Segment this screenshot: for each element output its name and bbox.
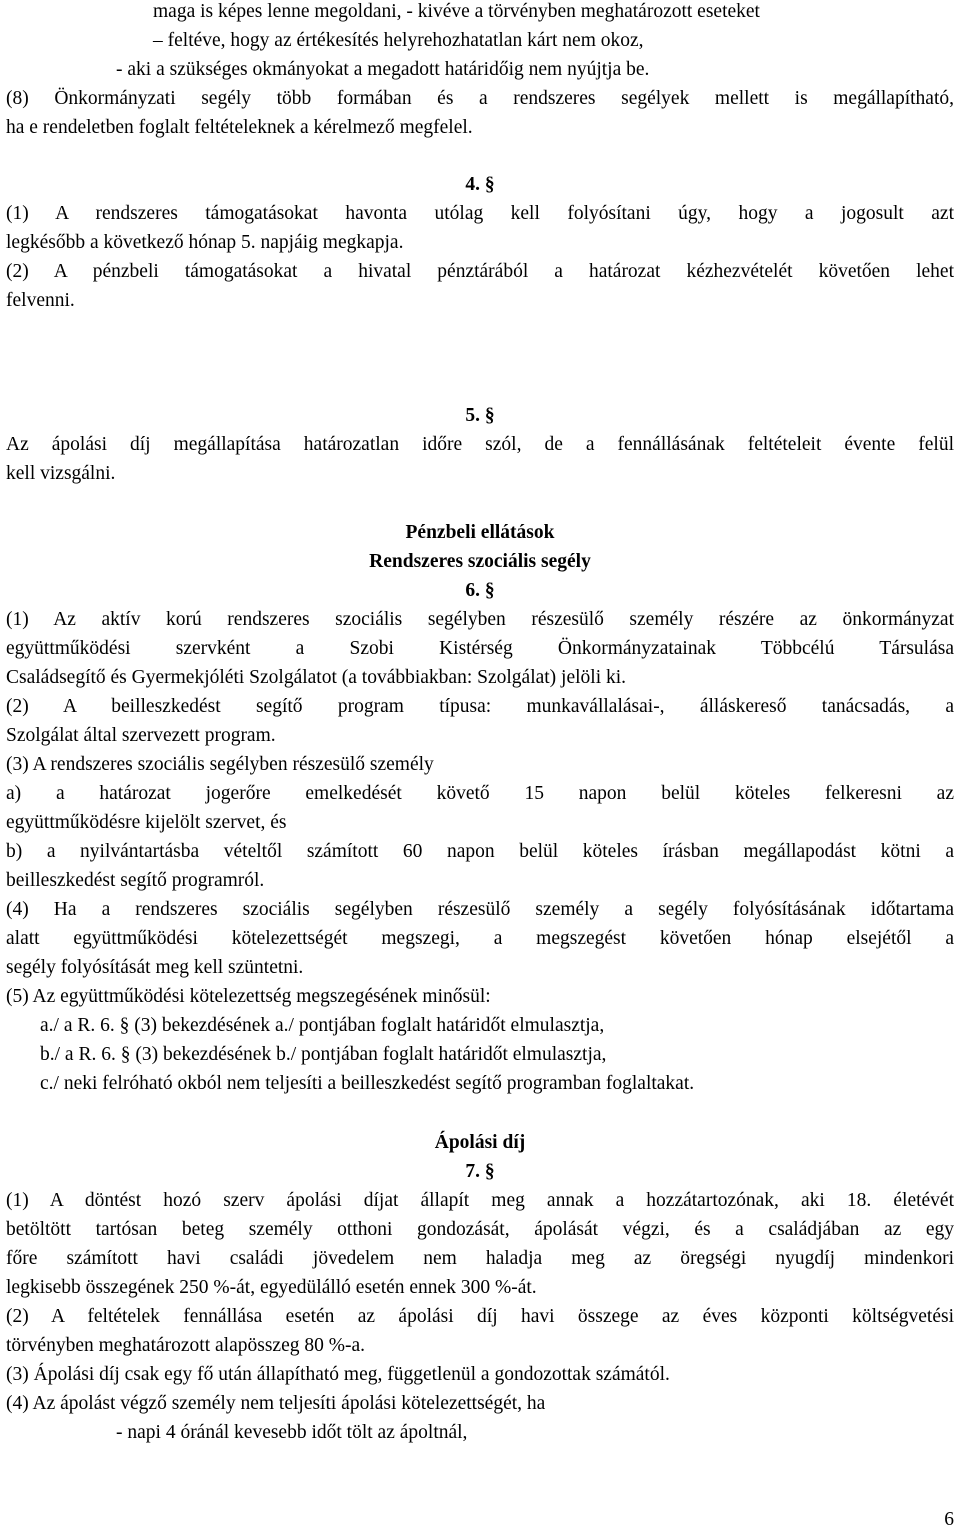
list-item: b./ a R. 6. § (3) bekezdésének b./ pontjában foglalt határidőt elmulasztja, xyxy=(40,1044,607,1065)
text-line: legkisebb összegének 250 %-át, egyedülálló esetén ennek 300 %-át. xyxy=(6,1277,537,1298)
text-line: (2) A pénzbeli támogatásokat a hivatal pénztárából a határozat kézhezvételét követően lehet xyxy=(6,261,954,282)
text-line: törvényben meghatározott alapösszeg 80 %-a. xyxy=(6,1335,365,1356)
text-line: betöltött tartósan beteg személy otthoni gondozását, ápolását végzi, és a családjában az egy xyxy=(6,1219,954,1240)
text-line: (2) A feltételek fennállása esetén az ápolási díj havi összege az éves központi költségvetési xyxy=(6,1306,954,1327)
chapter-heading: Ápolási díj xyxy=(434,1132,526,1153)
section-heading-6: 6. § xyxy=(465,580,495,601)
text-line: kell vizsgálni. xyxy=(6,463,116,484)
text-line: (3) A rendszeres szociális segélyben részesülő személy xyxy=(6,754,434,775)
list-item: c./ neki felróható okból nem teljesíti a beilleszkedést segítő programban foglaltakat. xyxy=(40,1073,695,1094)
text-line: – feltéve, hogy az értékesítés helyrehozhatatlan kárt nem okoz, xyxy=(153,30,644,51)
text-line: (4) Az ápolást végző személy nem teljesíti ápolási kötelezettségét, ha xyxy=(6,1393,546,1414)
text-line: beilleszkedést segítő programról. xyxy=(6,870,265,891)
text-line: együttműködési szervként a Szobi Kistérség Önkormányzatainak Többcélú Társulása xyxy=(6,638,954,659)
list-item: a./ a R. 6. § (3) bekezdésének a./ pontjában foglalt határidőt elmulasztja, xyxy=(40,1015,605,1036)
text-line: - aki a szükséges okmányokat a megadott határidőig nem nyújtja be. xyxy=(116,59,650,80)
text-line: (5) Az együttműködési kötelezettség megszegésének minősül: xyxy=(6,986,491,1007)
text-line: Az ápolási díj megállapítása határozatlan időre szól, de a fennállásának feltételeit évente felül xyxy=(6,434,954,455)
text-line: (8) Önkormányzati segély több formában és a rendszeres segélyek mellett is megállapítható, xyxy=(6,88,954,109)
text-line: Családsegítő és Gyermekjóléti Szolgálatot (a továbbiakban: Szolgálat) jelöli ki. xyxy=(6,667,627,688)
page-number: 6 xyxy=(944,1509,954,1530)
section-heading-5: 5. § xyxy=(465,405,495,426)
list-item: - napi 4 óránál kevesebb időt tölt az ápoltnál, xyxy=(116,1422,468,1443)
text-line: segély folyósítását meg kell szüntetni. xyxy=(6,957,304,978)
text-line: (4) Ha a rendszeres szociális segélyben részesülő személy a segély folyósításának időtartama xyxy=(6,899,954,920)
text-line: (1) A döntést hozó szerv ápolási díjat állapít meg annak a hozzátartozónak, aki 18. életévét xyxy=(6,1190,954,1211)
text-line: (3) Ápolási díj csak egy fő után állapítható meg, függetlenül a gondozottak számától. xyxy=(6,1364,670,1385)
text-line: (2) A beilleszkedést segítő program típusa: munkavállalásai-, álláskereső tanácsadás, a xyxy=(6,696,954,717)
text-line: a) a határozat jogerőre emelkedését követő 15 napon belül köteles felkeresni az xyxy=(6,783,954,804)
text-line: b) a nyilvántartásba vételtől számított 60 napon belül köteles írásban megállapodást kötni a xyxy=(6,841,954,862)
text-line: együttműködésre kijelölt szervet, és xyxy=(6,812,287,833)
section-heading-7: 7. § xyxy=(465,1161,495,1182)
text-line: Szolgálat által szervezett program. xyxy=(6,725,276,746)
text-line: maga is képes lenne megoldani, - kivéve a törvényben meghatározott eseteket xyxy=(153,1,760,22)
text-line: ha e rendeletben foglalt feltételeknek a kérelmező megfelel. xyxy=(6,117,473,138)
text-line: (1) Az aktív korú rendszeres szociális segélyben részesülő személy részére az önkormányzat xyxy=(6,609,954,630)
text-line: legkésőbb a következő hónap 5. napjáig megkapja. xyxy=(6,232,404,253)
chapter-heading: Pénzbeli ellátások xyxy=(405,522,555,543)
section-heading-4: 4. § xyxy=(465,174,495,195)
text-line: főre számított havi családi jövedelem nem haladja meg az öregségi nyugdíj mindenkori xyxy=(6,1248,954,1269)
text-line: alatt együttműködési kötelezettségét megszegi, a megszegést követően hónap elsejétől a xyxy=(6,928,954,949)
text-line: felvenni. xyxy=(6,290,75,311)
text-line: (1) A rendszeres támogatásokat havonta utólag kell folyósítani úgy, hogy a jogosult azt xyxy=(6,203,954,224)
subchapter-heading: Rendszeres szociális segély xyxy=(369,551,591,572)
